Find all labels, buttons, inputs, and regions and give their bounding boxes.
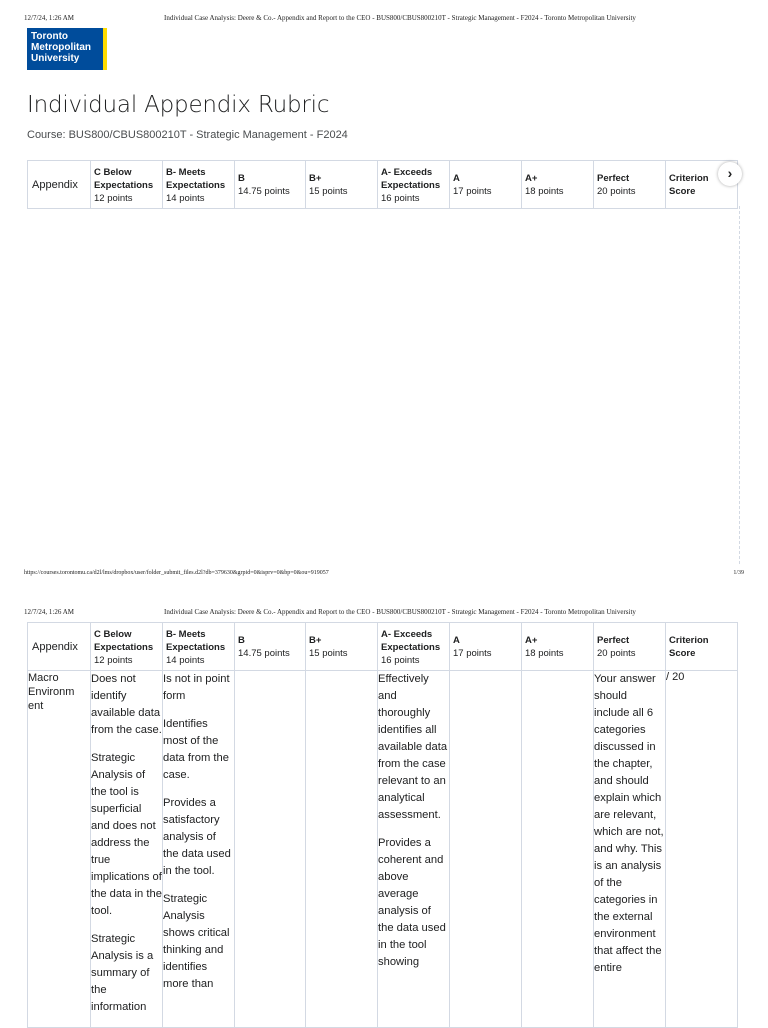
rubric-table-header: [27, 160, 738, 209]
level-perfect: Perfect 20 points: [594, 623, 666, 671]
print-url: https://courses.torontomu.ca/d2l/lms/dropbox/user/folder_submit_files.d2l?db=379630&grpid=0&isprv=0&bp=0&ou=919057: [24, 570, 329, 576]
level-c-below: C Below Expectations 12 points: [91, 161, 163, 209]
criterion-header: Appendix: [28, 623, 91, 671]
scroll-divider: [739, 206, 740, 564]
print-date: 12/7/24, 1:26 AM: [24, 14, 74, 22]
level-a-minus: A- Exceeds Expectations 16 points: [378, 161, 450, 209]
level-b: B 14.75 points: [235, 623, 306, 671]
level-c-below: C Below Expectations 12 points: [91, 623, 163, 671]
criterion-macro-environment: Macro Environm ent: [28, 671, 91, 1028]
print-header: [24, 14, 744, 24]
level-a-plus: A+ 18 points: [522, 161, 594, 209]
level-a: A 17 points: [450, 623, 522, 671]
criterion-score-header: Criterion Score: [666, 623, 738, 671]
level-a-plus: A+ 18 points: [522, 623, 594, 671]
level-a: A 17 points: [450, 161, 522, 209]
level-b-minus: B- Meets Expectations 14 points: [163, 623, 235, 671]
page-separator: [0, 592, 768, 600]
criterion-score: / 20: [666, 671, 738, 1028]
cell-a-minus[interactable]: Effectively and thoroughly identifies all available data from the case relevant to an analytical assessment. Provides a coherent and above average analysis of the data used in the tool showing: [378, 671, 450, 1028]
cell-b-plus[interactable]: [306, 671, 378, 1028]
level-perfect: Perfect 20 points: [594, 161, 666, 209]
rubric-table: [27, 622, 738, 1028]
page-title: Individual Appendix Rubric: [27, 92, 330, 118]
print-title: Individual Case Analysis: Deere & Co.- Appendix and Report to the CEO - BUS800/CBUS800210T - Strategic Management - F2024 - Toronto Metropolitan University: [164, 14, 636, 22]
cell-perfect[interactable]: Your answer should include all 6 categories discussed in the chapter, and should explain which are relevant, which are not, and why. This is an analysis of the categories in the external environment that affect the entire: [594, 671, 666, 1028]
chevron-right-icon[interactable]: ›: [718, 162, 742, 186]
level-b-plus: B+ 15 points: [306, 161, 378, 209]
criterion-score-header: Criterion Score: [666, 161, 738, 209]
print-date: 12/7/24, 1:26 AM: [24, 608, 74, 616]
print-page-number: 1/39: [733, 570, 744, 576]
cell-a-plus[interactable]: [522, 671, 594, 1028]
course-label: Course: BUS800/CBUS800210T - Strategic Management - F2024: [27, 129, 348, 141]
cell-b[interactable]: [235, 671, 306, 1028]
level-b-minus: B- Meets Expectations 14 points: [163, 161, 235, 209]
print-header: [24, 608, 744, 618]
cell-a[interactable]: [450, 671, 522, 1028]
level-a-minus: A- Exceeds Expectations 16 points: [378, 623, 450, 671]
cell-b-minus[interactable]: Is not in point form Identifies most of the data from the case. Provides a satisfactory analysis of the data used in the tool. Strategic Analysis shows critical thinking and identifies more than: [163, 671, 235, 1028]
level-b-plus: B+ 15 points: [306, 623, 378, 671]
level-b: B 14.75 points: [235, 161, 306, 209]
print-title: Individual Case Analysis: Deere & Co.- Appendix and Report to the CEO - BUS800/CBUS800210T - Strategic Management - F2024 - Toronto Metropolitan University: [164, 608, 636, 616]
university-logo: Toronto Metropolitan University: [27, 28, 107, 70]
criterion-header: Appendix: [28, 161, 91, 209]
table-row: [28, 671, 738, 1028]
cell-c-below[interactable]: Does not identify available data from the case. Strategic Analysis of the tool is superficial and does not address the true implications of the data in the tool. Strategic Analysis is a summary of the information: [91, 671, 163, 1028]
